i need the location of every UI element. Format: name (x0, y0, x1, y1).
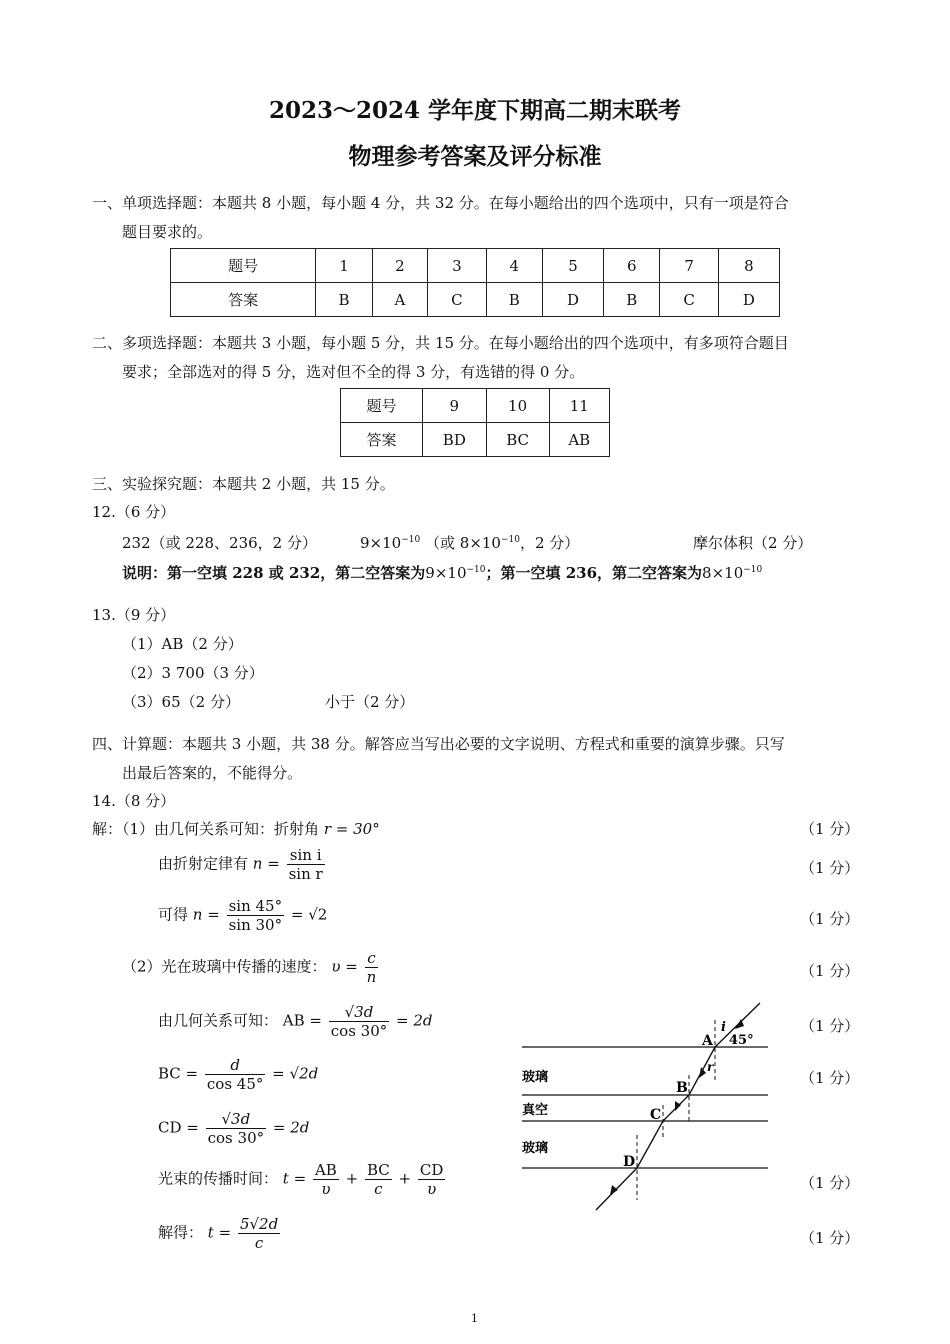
answer-table-2 (340, 388, 610, 457)
label-glass-2: 玻璃 (522, 1140, 549, 1155)
table-cell: A (372, 283, 427, 317)
sec1-line2: 题目要求的。 (122, 223, 213, 241)
sec4-line1: 四、计算题：本题共 3 小题，共 38 分。解答应当写出必要的文字说明、方程式和重要的演算步骤。只写 (92, 735, 785, 753)
table-cell: 题号 (341, 389, 423, 423)
score-5: （1 分） (800, 1017, 860, 1035)
fraction: $\frac{√3d}{\cos 30^\circ}$ (207, 1110, 265, 1147)
point-C: C (650, 1107, 662, 1123)
table-cell: 3 (428, 249, 486, 283)
fraction: $\frac{d}{\cos 45^\circ}$ (206, 1056, 264, 1093)
table-cell: 6 (604, 249, 660, 283)
table-cell: C (428, 283, 486, 317)
page-subtitle: 物理参考答案及评分标准 (348, 143, 602, 170)
table-cell: 5 (543, 249, 604, 283)
q13-answer-2: （2）3 700（3 分） (122, 664, 264, 682)
step-7: CD = $\frac{√3d}{\cos 30^\circ}$ = 2d (158, 1110, 310, 1147)
step-3: 可得 n = $\frac{\sin 45^\circ}{\sin 30^\circ}$ = √2 (158, 897, 328, 934)
q13-answer-4: 小于（2 分） (325, 693, 415, 711)
table-cell: 9 (423, 389, 487, 423)
q12-answer-3: 摩尔体积（2 分） (693, 534, 813, 552)
table-row (171, 249, 780, 283)
arrow-4 (610, 1185, 618, 1195)
q12-answer-2: $9\times 10^{-10}$ （或 $8\times 10^{-10}$，2 分） (360, 534, 580, 552)
fraction: $\frac{AB}{\upsilon}$ (314, 1161, 337, 1198)
score-6: （1 分） (800, 1069, 860, 1087)
point-B: B (676, 1080, 688, 1096)
point-A: A (702, 1033, 713, 1049)
angle-r: r (707, 1060, 714, 1074)
step-8: 光束的传播时间： t = $\frac{AB}{\upsilon}$ + $\frac{BC}{c}$ + $\frac{CD}{\upsilon}$ (158, 1161, 444, 1198)
fraction: $\frac{c}{n}$ (366, 949, 377, 986)
sec2-line1: 二、多项选择题：本题共 3 小题，每小题 5 分，共 15 分。在每小题给出的四个选项中，有多项符合题目 (92, 334, 789, 352)
score-7: （1 分） (800, 1174, 860, 1192)
table-cell: 4 (486, 249, 542, 283)
q13-heading: 13.（9 分） (92, 606, 176, 624)
table-cell: BD (423, 423, 487, 457)
table-cell: 7 (660, 249, 718, 283)
step-1: 解：（1）由几何关系可知：折射角 r = 30° (92, 820, 380, 838)
q13-answer-1: （1）AB（2 分） (122, 635, 243, 653)
table-cell: B (486, 283, 542, 317)
table-cell: B (604, 283, 660, 317)
fraction: $\frac{\sin 45^\circ}{\sin 30^\circ}$ (228, 897, 283, 934)
table-cell: 11 (549, 389, 609, 423)
table-cell: 1 (316, 249, 372, 283)
q12-heading: 12.（6 分） (92, 503, 176, 521)
table-cell: D (718, 283, 779, 317)
sec4-line2: 出最后答案的，不能得分。 (122, 764, 303, 782)
table-row (171, 283, 780, 317)
page-number: 1 (471, 1312, 478, 1325)
score-8: （1 分） (800, 1229, 860, 1247)
table-row (341, 389, 610, 423)
sec1-line1: 一、单项选择题：本题共 8 小题，每小题 4 分，共 32 分。在每小题给出的四个选项中，只有一项是符合 (92, 194, 789, 212)
table-cell: 10 (486, 389, 549, 423)
table-cell: C (660, 283, 718, 317)
arrow-3 (675, 1101, 681, 1111)
q12-note: 说明：第一空填 228 或 232，第二空答案为$9\times 10^{-10}$；第一空填 236，第二空答案为$8\times 10^{-10}$ (122, 564, 763, 582)
score-4: （1 分） (800, 962, 860, 980)
angle-45: 45° (729, 1033, 754, 1048)
table-cell: 答案 (341, 423, 423, 457)
q14-heading: 14.（8 分） (92, 792, 176, 810)
step-6: BC = $\frac{d}{\cos 45^\circ}$ = √2d (158, 1056, 319, 1093)
score-3: （1 分） (800, 910, 860, 928)
angle-i: i (721, 1020, 726, 1035)
fraction: $\frac{\text{sin i}}{\text{sin r}}$ (288, 846, 323, 883)
table-cell: B (316, 283, 372, 317)
sec2-line2: 要求；全部选对的得 5 分，选对但不全的得 3 分，有选错的得 0 分。 (122, 363, 585, 381)
fraction: $\frac{5√2d}{c}$ (239, 1215, 279, 1252)
step-9: 解得： t = $\frac{5√2d}{c}$ (158, 1215, 279, 1252)
q12-answer-1: 232（或 228、236，2 分） (122, 534, 317, 552)
q13-answer-3: （3）65（2 分） (122, 693, 240, 711)
table-cell: 8 (718, 249, 779, 283)
table-row (341, 423, 610, 457)
refraction-diagram (500, 995, 780, 1220)
step-2: 由折射定律有 n = $\frac{\text{sin i}}{\text{sin r}}$ (158, 846, 323, 883)
table-cell: 答案 (171, 283, 316, 317)
table-cell: 题号 (171, 249, 316, 283)
fraction: $\frac{BC}{c}$ (366, 1161, 390, 1198)
table-cell: 2 (372, 249, 427, 283)
table-cell: AB (549, 423, 609, 457)
fraction: $\frac{CD}{\upsilon}$ (419, 1161, 444, 1198)
point-D: D (623, 1154, 636, 1170)
step-4: （2）光在玻璃中传播的速度： υ = $\frac{c}{n}$ (122, 949, 377, 986)
label-vacuum: 真空 (522, 1102, 549, 1117)
sec3-line: 三、实验探究题：本题共 2 小题，共 15 分。 (92, 475, 395, 493)
page-title: 2023～2024 学年度下期高二期末联考 (268, 97, 682, 124)
step-5: 由几何关系可知： AB = $\frac{√3d}{\cos 30^\circ}$ = 2d (158, 1003, 433, 1040)
fraction: $\frac{√3d}{\cos 30^\circ}$ (330, 1003, 388, 1040)
score-1: （1 分） (800, 820, 860, 838)
label-glass-1: 玻璃 (522, 1069, 549, 1084)
table-cell: D (543, 283, 604, 317)
table-cell: BC (486, 423, 549, 457)
answer-table-1 (170, 248, 780, 317)
score-2: （1 分） (800, 859, 860, 877)
